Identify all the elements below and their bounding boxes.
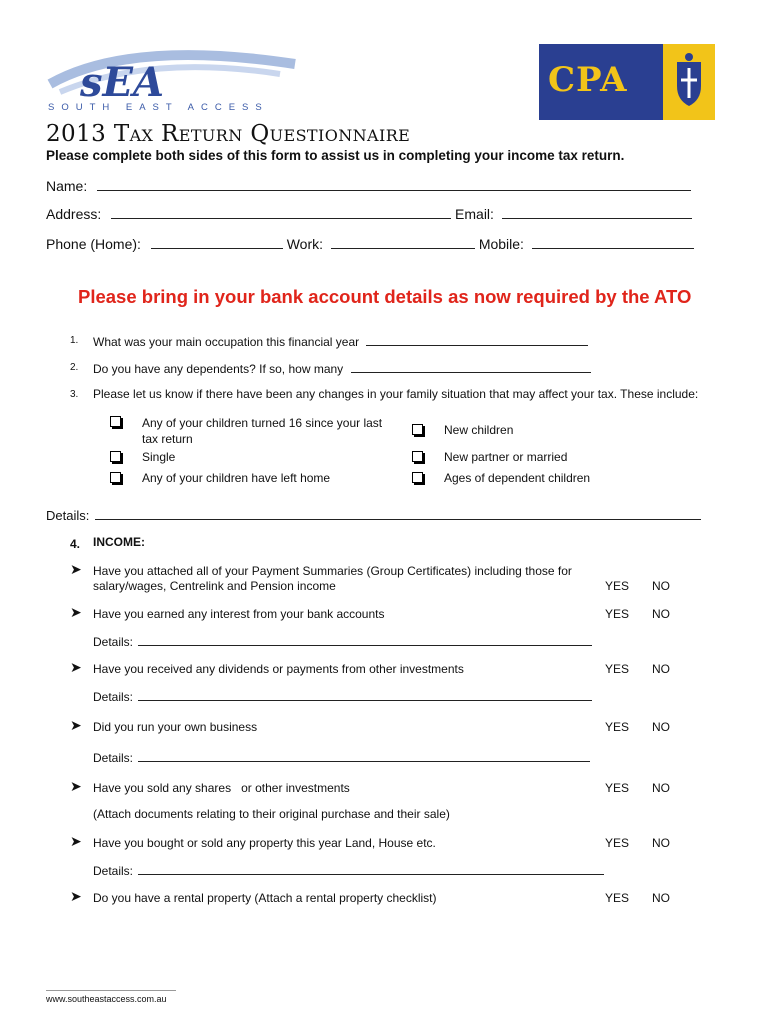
question-text: What was your main occupation this financial year xyxy=(93,335,360,349)
interest-details-field[interactable] xyxy=(93,633,592,649)
occupation-input-line[interactable] xyxy=(366,333,588,346)
interest-details-input-line[interactable] xyxy=(138,633,592,646)
phone-home-input-line[interactable] xyxy=(151,236,283,249)
yes-option[interactable]: YES xyxy=(605,781,630,795)
income-number: 4. xyxy=(70,537,81,551)
question-dependents xyxy=(93,360,591,376)
yes-option[interactable]: YES xyxy=(605,662,630,676)
details-label: Details: xyxy=(93,751,134,765)
no-option[interactable]: NO xyxy=(652,579,670,593)
checkbox-children-16[interactable] xyxy=(110,416,121,427)
no-option[interactable]: NO xyxy=(652,607,670,621)
south-east-access-logo xyxy=(40,44,300,114)
name-label: Name: xyxy=(46,178,88,194)
property-details-input-line[interactable] xyxy=(138,862,604,875)
dividends-details-input-line[interactable] xyxy=(138,688,592,701)
question-text: salary/wages, Centrelink and Pension income xyxy=(93,579,336,593)
property-details-field[interactable] xyxy=(93,862,604,878)
mobile-input-line[interactable] xyxy=(532,236,694,249)
sea-logo-text: sEA xyxy=(80,59,165,106)
details-label: Details: xyxy=(93,635,134,649)
phone-home-label: Phone (Home): xyxy=(46,236,141,252)
checkbox-label-line: Any of your children turned 16 since your last xyxy=(142,416,383,430)
details-label: Details: xyxy=(46,508,90,523)
arrow-bullet-icon: ➤ xyxy=(70,561,82,577)
page-subtitle: Please complete both sides of this form to assist us in completing your income tax return. xyxy=(46,148,625,163)
checkbox-label-new-partner: New partner or married xyxy=(444,450,568,464)
checkbox-new-children[interactable] xyxy=(412,424,423,435)
income-heading: INCOME: xyxy=(93,535,145,549)
question-number: 1. xyxy=(70,335,79,346)
page-title: 2013 Tax Return Questionnaire xyxy=(46,121,411,147)
no-option[interactable]: NO xyxy=(652,662,670,676)
work-input-line[interactable] xyxy=(331,236,475,249)
arrow-bullet-icon: ➤ xyxy=(70,659,82,675)
footer-website[interactable]: www.southeastaccess.com.au xyxy=(46,994,167,1004)
business-details-field[interactable] xyxy=(93,749,590,765)
details-label: Details: xyxy=(93,864,134,878)
question-number: 2. xyxy=(70,362,79,373)
checkbox-ages-dependent[interactable] xyxy=(412,472,423,483)
address-input-line[interactable] xyxy=(111,206,451,219)
sea-logo-subtitle: SOUTH EAST ACCESS xyxy=(48,102,269,113)
checkbox-label-line: tax return xyxy=(142,432,193,446)
income-question-property: Have you bought or sold any property this year Land, House etc. xyxy=(93,836,436,850)
dividends-details-field[interactable] xyxy=(93,688,592,704)
bank-details-notice: Please bring in your bank account details as now required by the ATO xyxy=(78,286,692,307)
family-details-field[interactable] xyxy=(46,507,701,523)
income-question-dividends: Have you received any dividends or payments from other investments xyxy=(93,662,464,676)
question-text: Do you have any dependents? If so, how many xyxy=(93,362,344,376)
checkbox-single[interactable] xyxy=(110,451,121,462)
footer-divider xyxy=(46,990,176,991)
email-label: Email: xyxy=(455,206,494,222)
checkbox-children-left[interactable] xyxy=(110,472,121,483)
yes-option[interactable]: YES xyxy=(605,579,630,593)
question-occupation xyxy=(93,333,588,349)
arrow-bullet-icon: ➤ xyxy=(70,833,82,849)
address-field[interactable] xyxy=(46,206,692,222)
income-question-shares: Have you sold any shares or other investments xyxy=(93,781,350,795)
family-details-input-line[interactable] xyxy=(95,507,701,520)
arrow-bullet-icon: ➤ xyxy=(70,888,82,904)
business-details-input-line[interactable] xyxy=(138,749,590,762)
yes-option[interactable]: YES xyxy=(605,607,630,621)
no-option[interactable]: NO xyxy=(652,720,670,734)
yes-option[interactable]: YES xyxy=(605,836,630,850)
name-input-line[interactable] xyxy=(97,178,691,191)
income-question-payment-summaries xyxy=(93,564,572,594)
name-field[interactable] xyxy=(46,178,691,194)
question-text: Have you attached all of your Payment Summaries (Group Certificates) including those for xyxy=(93,564,572,578)
question-family-changes: Please let us know if there have been any changes in your family situation that may affect your tax. These include: xyxy=(93,387,699,401)
email-input-line[interactable] xyxy=(502,206,692,219)
checkbox-label-new-children: New children xyxy=(444,423,514,437)
checkbox-label-children-left: Any of your children have left home xyxy=(142,471,331,485)
no-option[interactable]: NO xyxy=(652,836,670,850)
income-question-business: Did you run your own business xyxy=(93,720,258,734)
address-label: Address: xyxy=(46,206,102,222)
arrow-bullet-icon: ➤ xyxy=(70,717,82,733)
details-label: Details: xyxy=(93,690,134,704)
shares-attach-note: (Attach documents relating to their original purchase and their sale) xyxy=(93,807,450,821)
dependents-input-line[interactable] xyxy=(351,360,591,373)
cpa-logo-text: CPA xyxy=(548,60,628,100)
checkbox-label-ages-dependent: Ages of dependent children xyxy=(444,471,591,485)
arrow-bullet-icon: ➤ xyxy=(70,604,82,620)
work-label: Work: xyxy=(286,236,324,252)
yes-option[interactable]: YES xyxy=(605,720,630,734)
cpa-crest-icon xyxy=(663,44,715,120)
income-question-interest: Have you earned any interest from your bank accounts xyxy=(93,607,385,621)
checkbox-new-partner[interactable] xyxy=(412,451,423,462)
checkbox-label-children-16 xyxy=(142,415,382,447)
checkbox-label-single: Single xyxy=(142,450,176,464)
phone-field[interactable] xyxy=(46,236,694,252)
yes-option[interactable]: YES xyxy=(605,891,630,905)
no-option[interactable]: NO xyxy=(652,891,670,905)
question-number: 3. xyxy=(70,389,79,400)
arrow-bullet-icon: ➤ xyxy=(70,778,82,794)
income-question-rental: Do you have a rental property (Attach a rental property checklist) xyxy=(93,891,437,905)
no-option[interactable]: NO xyxy=(652,781,670,795)
mobile-label: Mobile: xyxy=(478,236,524,252)
